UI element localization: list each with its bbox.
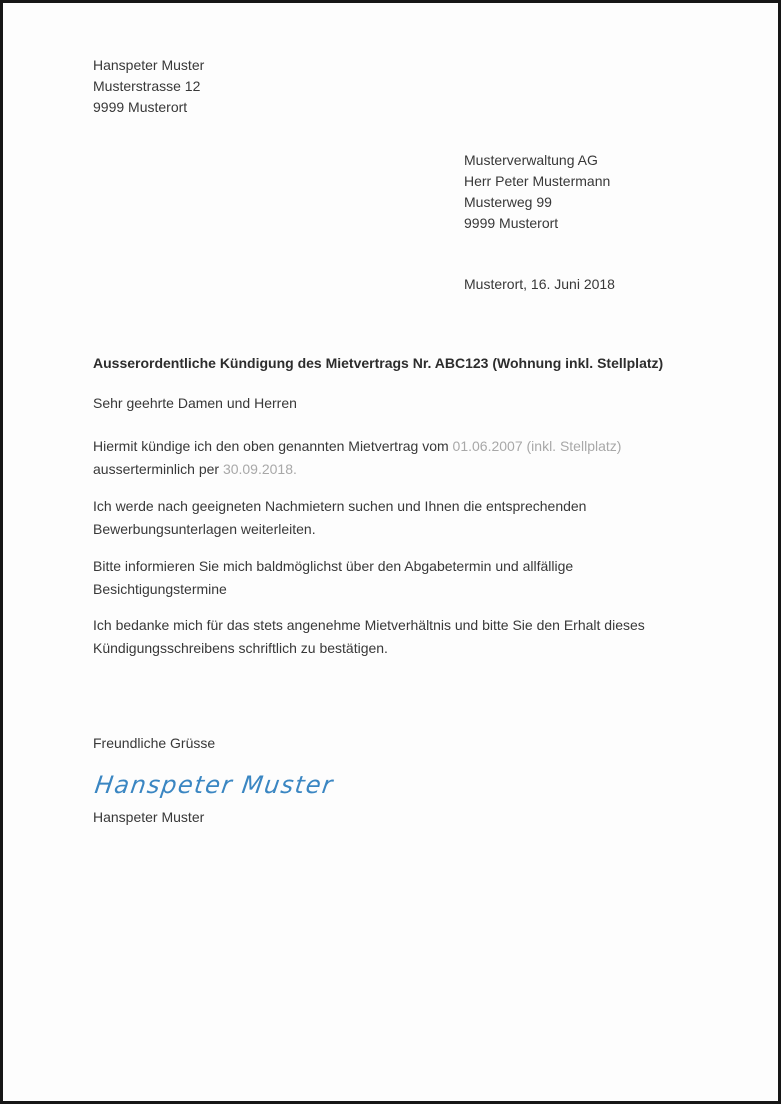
termination-date: 30.09.2018. [222,461,297,477]
sender-address-block [93,55,204,118]
paragraph-thanks-confirmation: Ich bedanke mich für das stets angenehme Mietverhältnis und bitte Sie den Erhalt dieses Kündigungsschreibens schriftlich zu bestätigen. [93,617,645,656]
recipient-company: Musterverwaltung AG [464,152,598,168]
sender-name: Hanspeter Muster [93,57,205,73]
paragraph-termination-text: Hiermit kündige ich den oben genannten Mietvertrag vom [93,438,453,454]
contract-start-date: 01.06.2007 (inkl. Stellplatz) [452,438,622,454]
paragraph-successor-tenants: Ich werde nach geeigneten Nachmietern suchen und Ihnen die entsprechenden Bewerbungsunterlagen weiterleiten. [93,498,587,537]
paragraph-handover-info: Bitte informieren Sie mich baldmöglichst über den Abgabetermin und allfällige Besichtigungstermine [93,558,574,597]
paragraph-termination [93,435,683,481]
recipient-street: Musterweg 99 [464,194,552,210]
paragraph-termination-middle: ausserterminlich per [93,461,223,477]
date-line: Musterort, 16. Juni 2018 [464,276,615,292]
handwritten-signature: Hanspeter Muster [93,771,336,799]
sender-street: Musterstrasse 12 [93,78,201,94]
closing-phrase: Freundliche Grüsse [93,735,216,751]
recipient-contact: Herr Peter Mustermann [464,173,611,189]
recipient-city: 9999 Musterort [464,215,559,231]
salutation: Sehr geehrte Damen und Herren [93,395,297,411]
printed-signature-name: Hanspeter Muster [93,809,205,825]
subject-line: Ausserordentliche Kündigung des Mietvertrags Nr. ABC123 (Wohnung inkl. Stellplatz) [93,355,664,371]
recipient-address-block [464,150,610,234]
sender-city: 9999 Musterort [93,99,188,115]
